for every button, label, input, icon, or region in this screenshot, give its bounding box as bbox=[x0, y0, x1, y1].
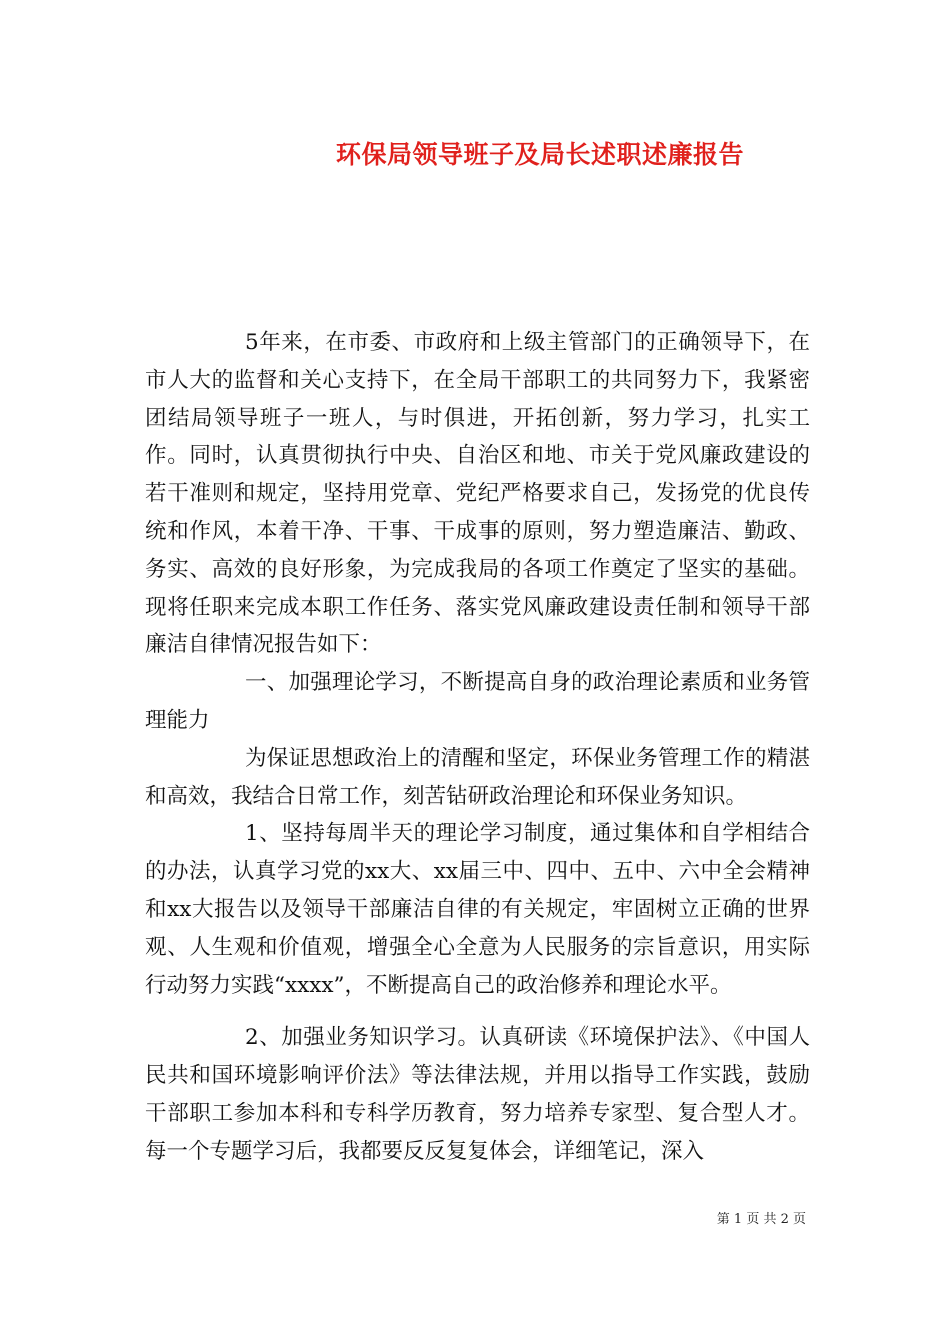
document-body bbox=[145, 324, 810, 1171]
section-heading-1: 一、加强理论学习，不断提高自身的政治理论素质和业务管理能力 bbox=[145, 670, 810, 733]
paragraph-item-2: 2、加强业务知识学习。认真研读《环境保护法》、《中国人民共和国环境影响评价法》等法律法规，并用以指导工作实践，鼓励干部职工参加本科和专科学历教育，努力培养专家型、复合型人才。每一个专题学习后，我都要反反复复体会，详细笔记，深入 bbox=[145, 1025, 810, 1164]
paragraph-item-1: 1、坚持每周半天的理论学习制度，通过集体和自学相结合的办法，认真学习党的xx大、xx届三中、四中、五中、六中全会精神和xx大报告以及领导干部廉洁自律的有关规定，牢固树立正确的世界观、人生观和价值观，增强全心全意为人民服务的宗旨意识，用实际行动努力实践“xxxx”，不断提高自己的政治修养和理论水平。 bbox=[145, 821, 810, 998]
paragraph-section-1-intro: 为保证思想政治上的清醒和坚定，环保业务管理工作的精湛和高效，我结合日常工作，刻苦钻研政治理论和环保业务知识。 bbox=[145, 745, 810, 809]
page-number: 第 1 页 共 2 页 bbox=[716, 1212, 806, 1227]
paragraph-intro: 5年来，在市委、市政府和上级主管部门的正确领导下，在市人大的监督和关心支持下，在全局干部职工的共同努力下，我紧密团结局领导班子一班人，与时俱进，开拓创新，努力学习，扎实工作。同时，认真贯彻执行中央、自治区和地、市关于党风廉政建设的若干准则和规定，坚持用党章、党纪严格要求自己，发扬党的优良传统和作风，本着干净、干事、干成事的原则，努力塑造廉洁、勤政、务实、高效的良好形象，为完成我局的各项工作奠定了坚实的基础。现将任职来完成本职工作任务、落实党风廉政建设责任制和领导干部廉洁自律情况报告如下： bbox=[145, 330, 810, 658]
document-title: 环保局领导班子及局长述职述廉报告 bbox=[335, 140, 744, 169]
